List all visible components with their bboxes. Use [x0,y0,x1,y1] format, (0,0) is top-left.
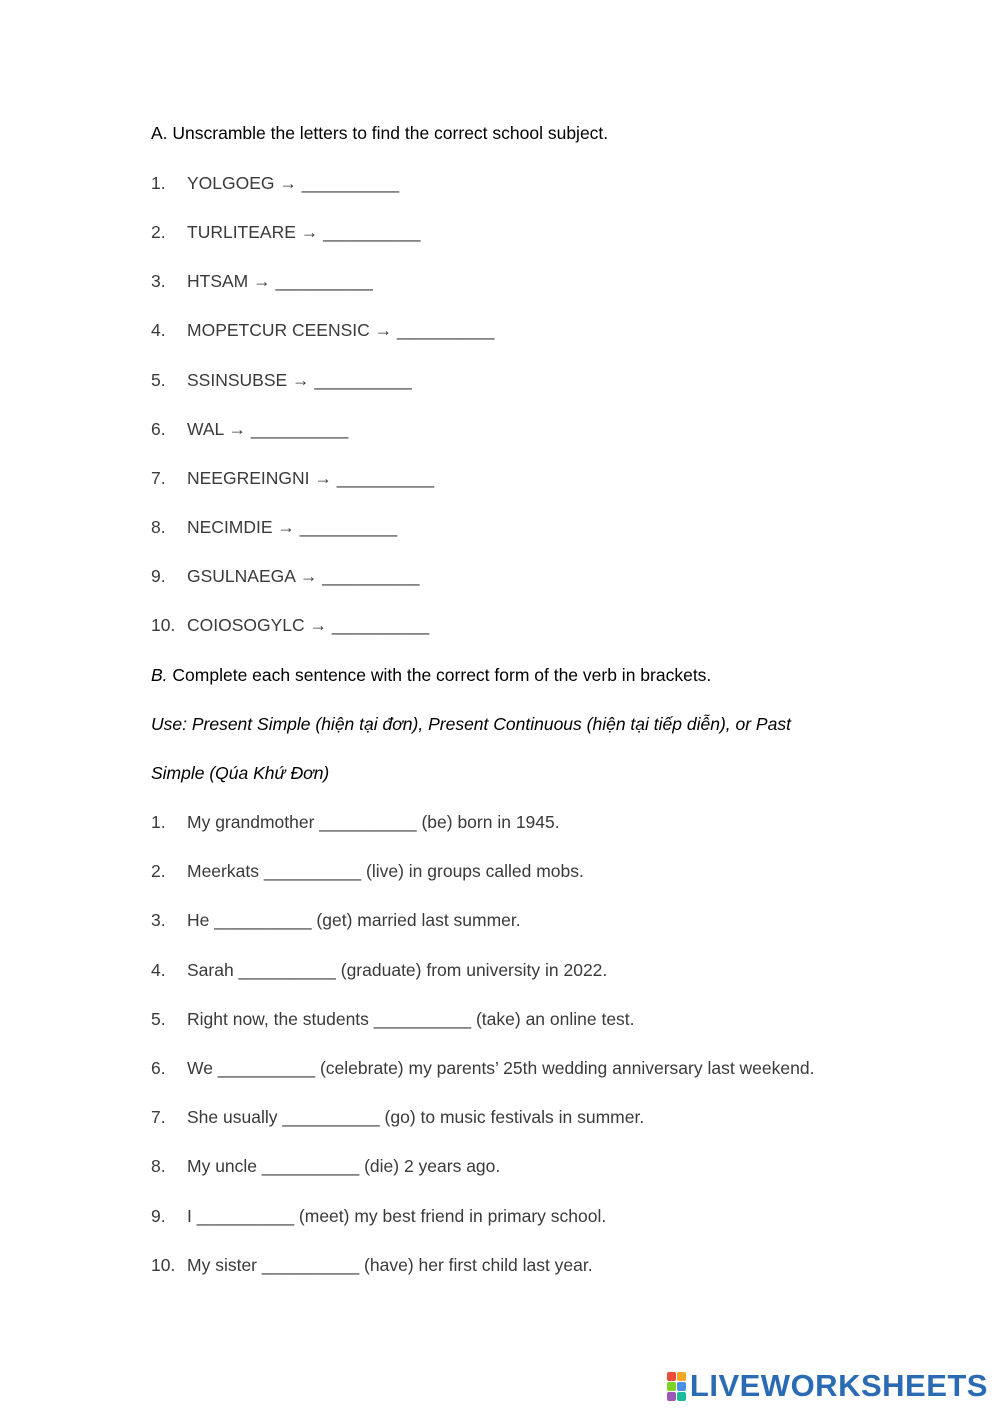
section-b-title-text: Complete each sentence with the correct form of the verb in brackets. [172,665,712,685]
section-b-instructions: Use: Present Simple (hiện tại đơn), Present Continuous (hiện tại tiếp diễn), or Past [151,714,791,734]
list-item [151,516,397,538]
item-text: TURLITEARE → __________ [187,222,421,242]
logo-tile [677,1392,686,1401]
section-b-label: B. [151,665,168,685]
item-number: 6. [151,1058,166,1078]
logo-tile [677,1372,686,1381]
item-text: YOLGOEG → __________ [187,173,400,193]
item-text: My sister __________ (have) her first child last year. [187,1255,593,1275]
item-number: 2. [151,861,166,881]
list-item [151,270,373,292]
item-text: We __________ (celebrate) my parents’ 25th wedding anniversary last weekend. [187,1058,815,1078]
item-number: 9. [151,1206,166,1226]
item-text: GSULNAEGA → __________ [187,566,420,586]
item-number: 9. [151,566,166,586]
item-number: 7. [151,1107,166,1127]
list-item [151,860,584,882]
item-number: 10. [151,615,176,635]
item-text: Meerkats __________ (live) in groups called mobs. [187,861,584,881]
item-text: Right now, the students __________ (take) an online test. [187,1009,635,1029]
list-item [151,1254,593,1276]
list-item [151,909,521,931]
list-item [151,369,412,391]
item-number: 5. [151,370,166,390]
list-item [151,221,420,243]
list-item [151,467,434,489]
item-number: 6. [151,419,166,439]
section-a-title: A. Unscramble the letters to find the correct school subject. [151,123,609,143]
liveworksheets-logo[interactable] [667,1368,988,1404]
list-item [151,1008,635,1030]
list-item [151,1057,814,1079]
list-item [151,1106,644,1128]
item-text: COIOSOGYLC → __________ [187,615,430,635]
list-item [151,1155,500,1177]
section-b-instructions-cont: Simple (Qúa Khứ Đơn) [151,763,330,783]
logo-tile [667,1392,676,1401]
item-number: 3. [151,910,166,930]
item-number: 2. [151,222,166,242]
item-number: 8. [151,1156,166,1176]
item-number: 5. [151,1009,166,1029]
item-number: 1. [151,812,166,832]
list-item [151,1205,606,1227]
list-item [151,614,429,636]
item-text: NEEGREINGNI → __________ [187,468,435,488]
item-text: WAL → __________ [187,419,349,439]
list-item [151,959,607,981]
item-number: 4. [151,960,166,980]
item-text: He __________ (get) married last summer. [187,910,521,930]
item-number: 10. [151,1255,176,1275]
item-text: MOPETCUR CEENSIC → __________ [187,320,495,340]
item-text: My uncle __________ (die) 2 years ago. [187,1156,501,1176]
item-text: SSINSUBSE → __________ [187,370,412,390]
item-number: 4. [151,320,166,340]
item-text: She usually __________ (go) to music festivals in summer. [187,1107,645,1127]
item-number: 1. [151,173,166,193]
logo-text: LIVEWORKSHEETS [689,1368,988,1403]
item-text: HTSAM → __________ [187,271,373,291]
logo-tile [667,1372,676,1381]
item-number: 3. [151,271,166,291]
list-item [151,172,399,194]
item-text: I __________ (meet) my best friend in primary school. [187,1206,607,1226]
item-number: 7. [151,468,166,488]
item-text: Sarah __________ (graduate) from university in 2022. [187,960,608,980]
logo-tile [677,1382,686,1391]
logo-tile [667,1382,676,1391]
logo-tiles-icon [667,1372,686,1401]
item-number: 8. [151,517,166,537]
list-item [151,319,494,341]
list-item [151,565,420,587]
list-item [151,418,348,440]
item-text: NECIMDIE → __________ [187,517,398,537]
list-item [151,811,560,833]
section-b-title [151,664,711,686]
item-text: My grandmother __________ (be) born in 1945. [187,812,560,832]
